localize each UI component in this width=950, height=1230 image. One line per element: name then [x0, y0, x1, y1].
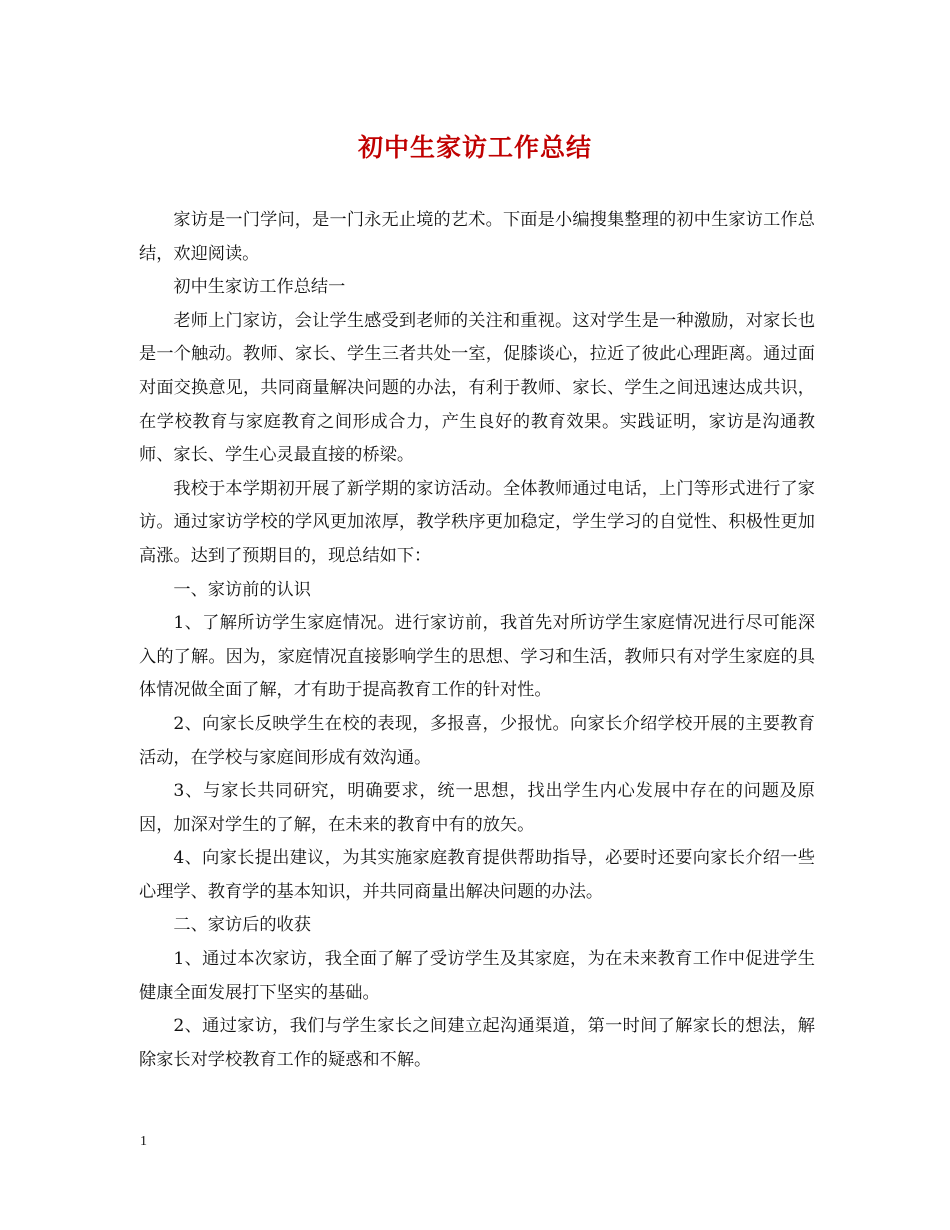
paragraph-school-activity: 我校于本学期初开展了新学期的家访活动。全体教师通过电话，上门等形式进行了家访。通过家访学校的学风更加浓厚，教学秩序更加稳定，学生学习的自觉性、积极性更加高涨。达到了预期目的，现总结如下：: [139, 478, 815, 566]
document-title: 初中生家访工作总结: [357, 133, 592, 162]
section-heading-after-visit: 二、家访后的收获: [173, 915, 311, 936]
page-number: 1: [140, 1134, 147, 1149]
section-heading-before-visit: 一、家访前的认识: [173, 579, 311, 600]
list-item-provide-advice: 4、向家长提出建议，为其实施家庭教育提供帮助指导，必要时还要向家长介绍一些心理学、教育学的基本知识，并共同商量出解决问题的办法。: [139, 848, 815, 902]
list-item-communication-channel: 2、通过家访，我们与学生家长之间建立起沟通渠道，第一时间了解家长的想法，解除家长对学校教育工作的疑惑和不解。: [139, 1016, 815, 1070]
paragraph-home-visit-value: 老师上门家访，会让学生感受到老师的关注和重视。这对学生是一种激励，对家长也是一个触动。教师、家长、学生三者共处一室，促膝谈心，拉近了彼此心理距离。通过面对面交换意见，共同商量解决问题的办法，有利于教师、家长、学生之间迅速达成共识，在学校教育与家庭教育之间形成合力，产生良好的教育效果。实践证明，家访是沟通教师、家长、学生心灵最直接的桥梁。: [139, 310, 815, 466]
document-body: [139, 204, 815, 1077]
section-heading-summary-one: 初中生家访工作总结一: [173, 277, 346, 298]
list-item-joint-research: 3、与家长共同研究，明确要求，统一思想，找出学生内心发展中存在的问题及原因，加深对学生的了解，在未来的教育中有的放矢。: [139, 781, 815, 835]
list-item-report-performance: 2、向家长反映学生在校的表现，多报喜，少报忧。向家长介绍学校开展的主要教育活动，在学校与家庭间形成有效沟通。: [139, 713, 815, 768]
list-item-understand-family: 1、了解所访学生家庭情况。进行家访前，我首先对所访学生家庭情况进行尽可能深入的了解。因为，家庭情况直接影响学生的思想、学习和生活，教师只有对学生家庭的具体情况做全面了解，才有助于提高教育工作的针对性。: [139, 613, 815, 701]
paragraph-intro: 家访是一门学问，是一门永无止境的艺术。下面是小编搜集整理的初中生家访工作总结，欢迎阅读。: [139, 210, 815, 264]
list-item-comprehensive-understanding: 1、通过本次家访，我全面了解了受访学生及其家庭，为在未来教育工作中促进学生健康全面发展打下坚实的基础。: [139, 949, 815, 1003]
